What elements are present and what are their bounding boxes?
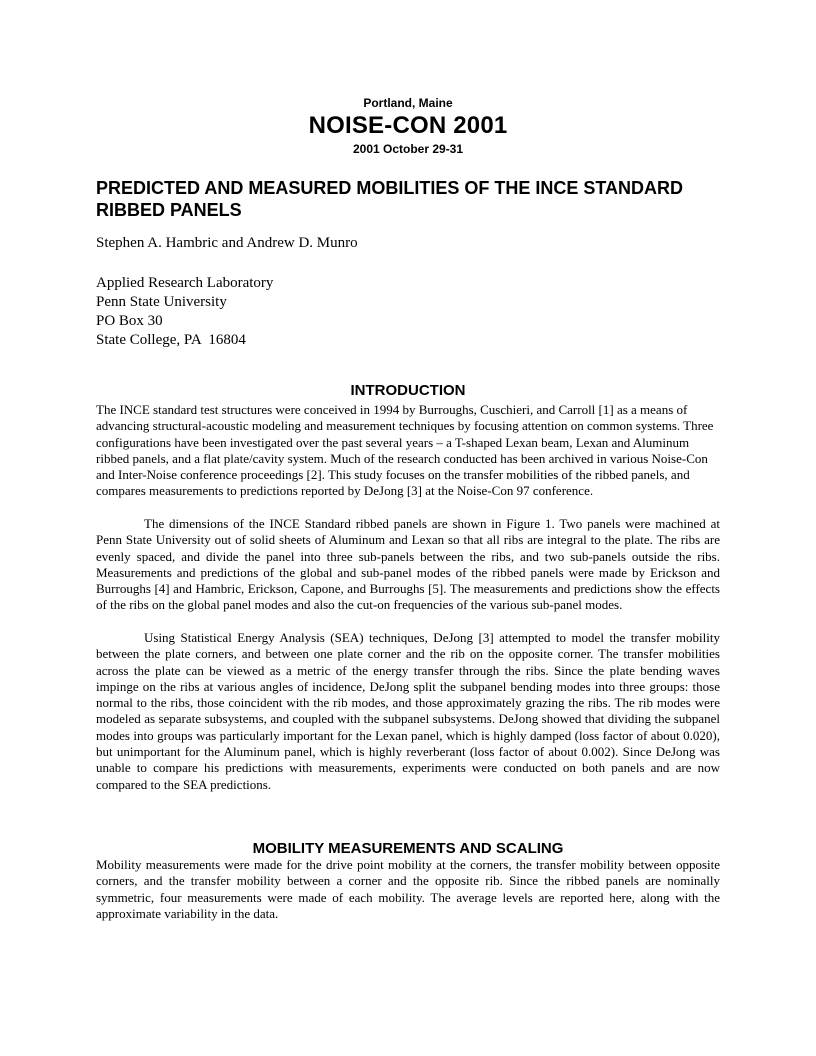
section-heading-mobility: MOBILITY MEASUREMENTS AND SCALING	[252, 840, 564, 857]
affiliation-line: Penn State University	[96, 294, 227, 310]
affiliation-line: State College, PA 16804	[96, 332, 246, 348]
affiliation-line: Applied Research Laboratory	[96, 275, 274, 291]
mobility-paragraph: Mobility measurements were made for the drive point mobility at the corners, the transfer mobility between opposite corners, and the transfer mobility between a corner and the opposite rib. Since the ribbed panels are nominally symmetric, four measurements were made of each mobility. The average levels are reported here, along with the approximate variability in the data.	[96, 857, 720, 921]
author-affiliation	[96, 274, 273, 350]
introduction-paragraph: The INCE standard test structures were conceived in 1994 by Burroughs, Cuschieri, and Carroll [1] as a means of advancing structural-acoustic modeling and measurement techniques by focusing attention on common systems. Three configurations have been investigated over the past several years – a T-shaped Lexan beam, Lexan and Aluminum ribbed panels, and a flat plate/cavity system. Much of the research conducted has been archived in various Noise-Con and Inter-Noise conference proceedings [2]. This study focuses on the transfer mobilities of the ribbed panels, and compares measurements to predictions reported by DeJong [3] at the Noise-Con 97 conference.	[96, 402, 714, 499]
introduction-paragraph: Using Statistical Energy Analysis (SEA) techniques, DeJong [3] attempted to model the transfer mobility between the plate corners, and between one plate corner and the rib on the opposite corner. The transfer mobilities across the plate can be viewed as a metric of the energy transfer through the ribs. Since the plate bending waves impinge on the ribs at various angles of incidence, DeJong split the subpanel bending modes into three groups: those normal to the ribs, those coincident with the rib modes, and those approximately grazing the ribs. The rib modes were modeled as separate subsystems, and coupled with the subpanel subsystems. DeJong showed that dividing the subpanel modes into groups was particularly important for the Lexan panel, which is highly damped (loss factor of about 0.020), but unimportant for the Aluminum panel, which is highly reverberant (loss factor of about 0.002). Since DeJong was unable to compare his predictions with measurements, experiments were conducted on both panels and are now compared to the SEA predictions.	[96, 630, 720, 792]
conference-date: 2001 October 29-31	[352, 142, 464, 156]
paper-title: PREDICTED AND MEASURED MOBILITIES OF THE INCE STANDARD RIBBED PANELS	[96, 178, 684, 220]
affiliation-line: PO Box 30	[96, 313, 163, 329]
introduction-paragraph: The dimensions of the INCE Standard ribbed panels are shown in Figure 1. Two panels were machined at Penn State University out of solid sheets of Aluminum and Lexan so that all ribs are integral to the plate. The ribs are evenly spaced, and divide the panel into three sub-panels between the ribs, and two sub-panels outside the ribs. Measurements and predictions of the global and sub-panel modes of the ribbed panels were made by Erickson and Burroughs [4] and Hambric, Erickson, Capone, and Burroughs [5]. The measurements and predictions show the effects of the ribs on the global panel modes and also the cut-on frequencies of the various sub-panel modes.	[96, 516, 720, 613]
paper-authors: Stephen A. Hambric and Andrew D. Munro	[96, 235, 358, 251]
conference-name: NOISE-CON 2001	[308, 112, 508, 139]
conference-location: Portland, Maine	[363, 96, 453, 110]
section-heading-introduction: INTRODUCTION	[350, 382, 466, 399]
